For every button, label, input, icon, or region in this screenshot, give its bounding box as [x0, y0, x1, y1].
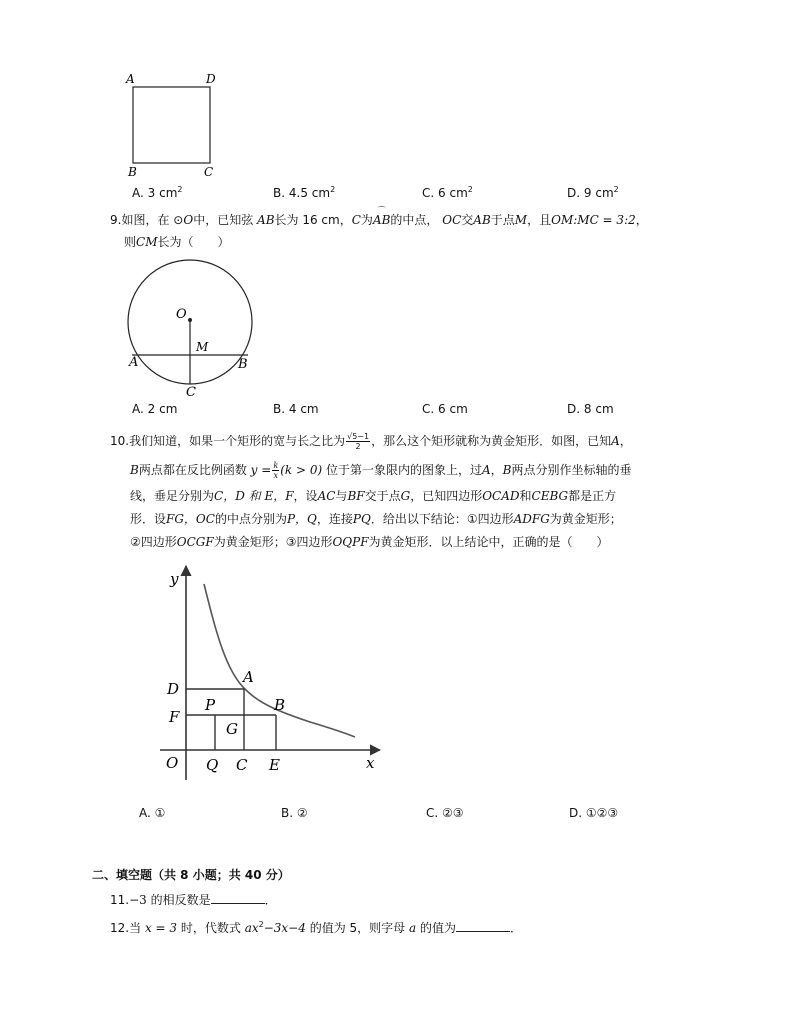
- q8-option-a[interactable]: A. 3 $cm^2$: [132, 185, 183, 200]
- label-o: O: [176, 307, 187, 322]
- q10-option-b[interactable]: B. ②: [281, 806, 308, 820]
- label-g: G: [226, 720, 238, 738]
- label-o: O: [166, 754, 179, 772]
- q10-option-a[interactable]: A. ①: [139, 806, 166, 820]
- q9-option-a[interactable]: A. 2 cm: [132, 402, 178, 416]
- q9-circle-figure: [120, 252, 260, 402]
- q10-option-c[interactable]: C. ②③: [426, 806, 464, 820]
- q9-option-b[interactable]: B. 4 cm: [273, 402, 319, 416]
- label-q: Q: [206, 756, 219, 774]
- label-c: C: [236, 756, 248, 774]
- q10-stem-line3: 线，垂足分别为C，D 和 E，F，设AC与BF交于点G，已知四边形OCAD和CEBG都是正方: [130, 489, 617, 503]
- q10-stem-line4: 形．设FG，OC的中点分别为P，Q，连接PQ．给出以下结论：①四边形ADFG为黄金矩形；: [130, 512, 622, 526]
- label-b: B: [128, 165, 137, 179]
- q8-option-b[interactable]: B. 4.5 $cm^2$: [273, 185, 336, 200]
- label-f: F: [169, 708, 180, 726]
- label-b: B: [274, 696, 286, 714]
- q9-stem-line1: 9.如图，在 ⊙O中，已知弦 AB长为 16 cm，C为 ⌒ AB的中点， OC交AB于点M，且OM:MC = 3:2，: [110, 206, 648, 227]
- q9-option-c[interactable]: C. 6 cm: [422, 402, 468, 416]
- label-a: A: [126, 72, 135, 86]
- label-a: A: [129, 355, 139, 370]
- q9-option-d[interactable]: D. 8 cm: [567, 402, 614, 416]
- arc-ab: ⌒ AB: [372, 206, 391, 227]
- label-x: x: [366, 754, 375, 772]
- q12-answer-blank[interactable]: [456, 921, 510, 932]
- q10-graph-figure: [160, 562, 390, 780]
- golden-ratio-fraction: $\frac{√5-1}{2}$: [347, 432, 370, 451]
- label-p: P: [205, 696, 216, 714]
- label-m: M: [196, 340, 209, 354]
- q11-answer-blank[interactable]: [211, 893, 265, 904]
- q10-option-d[interactable]: D. ①②③: [569, 806, 619, 820]
- hyperbola-curve: [204, 584, 355, 737]
- q10-stem-line1: 10.我们知道，如果一个矩形的宽与长之比为 $\frac{√5-1}{2}$ ，那么这个矩形就称为黄金矩形．如图，已知A，: [110, 432, 632, 451]
- q11-stem: 11.−3 的相反数是 ．: [110, 893, 277, 907]
- label-c: C: [204, 165, 214, 179]
- label-d: D: [167, 680, 180, 698]
- q9-stem-line2: 则CM长为（ ）: [124, 235, 230, 249]
- q8-option-c[interactable]: C. 6 $cm^2$: [422, 185, 473, 200]
- label-d: D: [206, 72, 216, 86]
- label-e: E: [269, 756, 280, 774]
- label-a: A: [243, 668, 254, 686]
- q10-stem-line2: B两点都在反比例函数 y = $\frac{k}{x}$ (k > 0) 位于第一象限内的图象上，过A，B两点分别作坐标轴的垂: [130, 461, 632, 480]
- q10-stem-line5: ②四边形OCGF为黄金矩形；③四边形OQPF为黄金矩形．以上结论中，正确的是（ ）: [130, 535, 609, 549]
- k-over-x-fraction: $\frac{k}{x}$: [273, 461, 279, 480]
- label-y: y: [170, 570, 179, 588]
- q12-stem: 12.当 x = 3 时，代数式 $ax^2-3x-4$ 的值为 5，则字母 a 的值为 ．: [110, 920, 522, 935]
- label-c: C: [186, 385, 196, 400]
- q8-option-d[interactable]: D. 9 $cm^2$: [567, 185, 619, 200]
- section-title-fill-in: 二、填空题（共 8 小题；共 40 分）: [92, 868, 290, 882]
- label-b: B: [238, 357, 248, 372]
- square-abcd: [133, 87, 210, 163]
- q8-square-figure: [120, 68, 230, 180]
